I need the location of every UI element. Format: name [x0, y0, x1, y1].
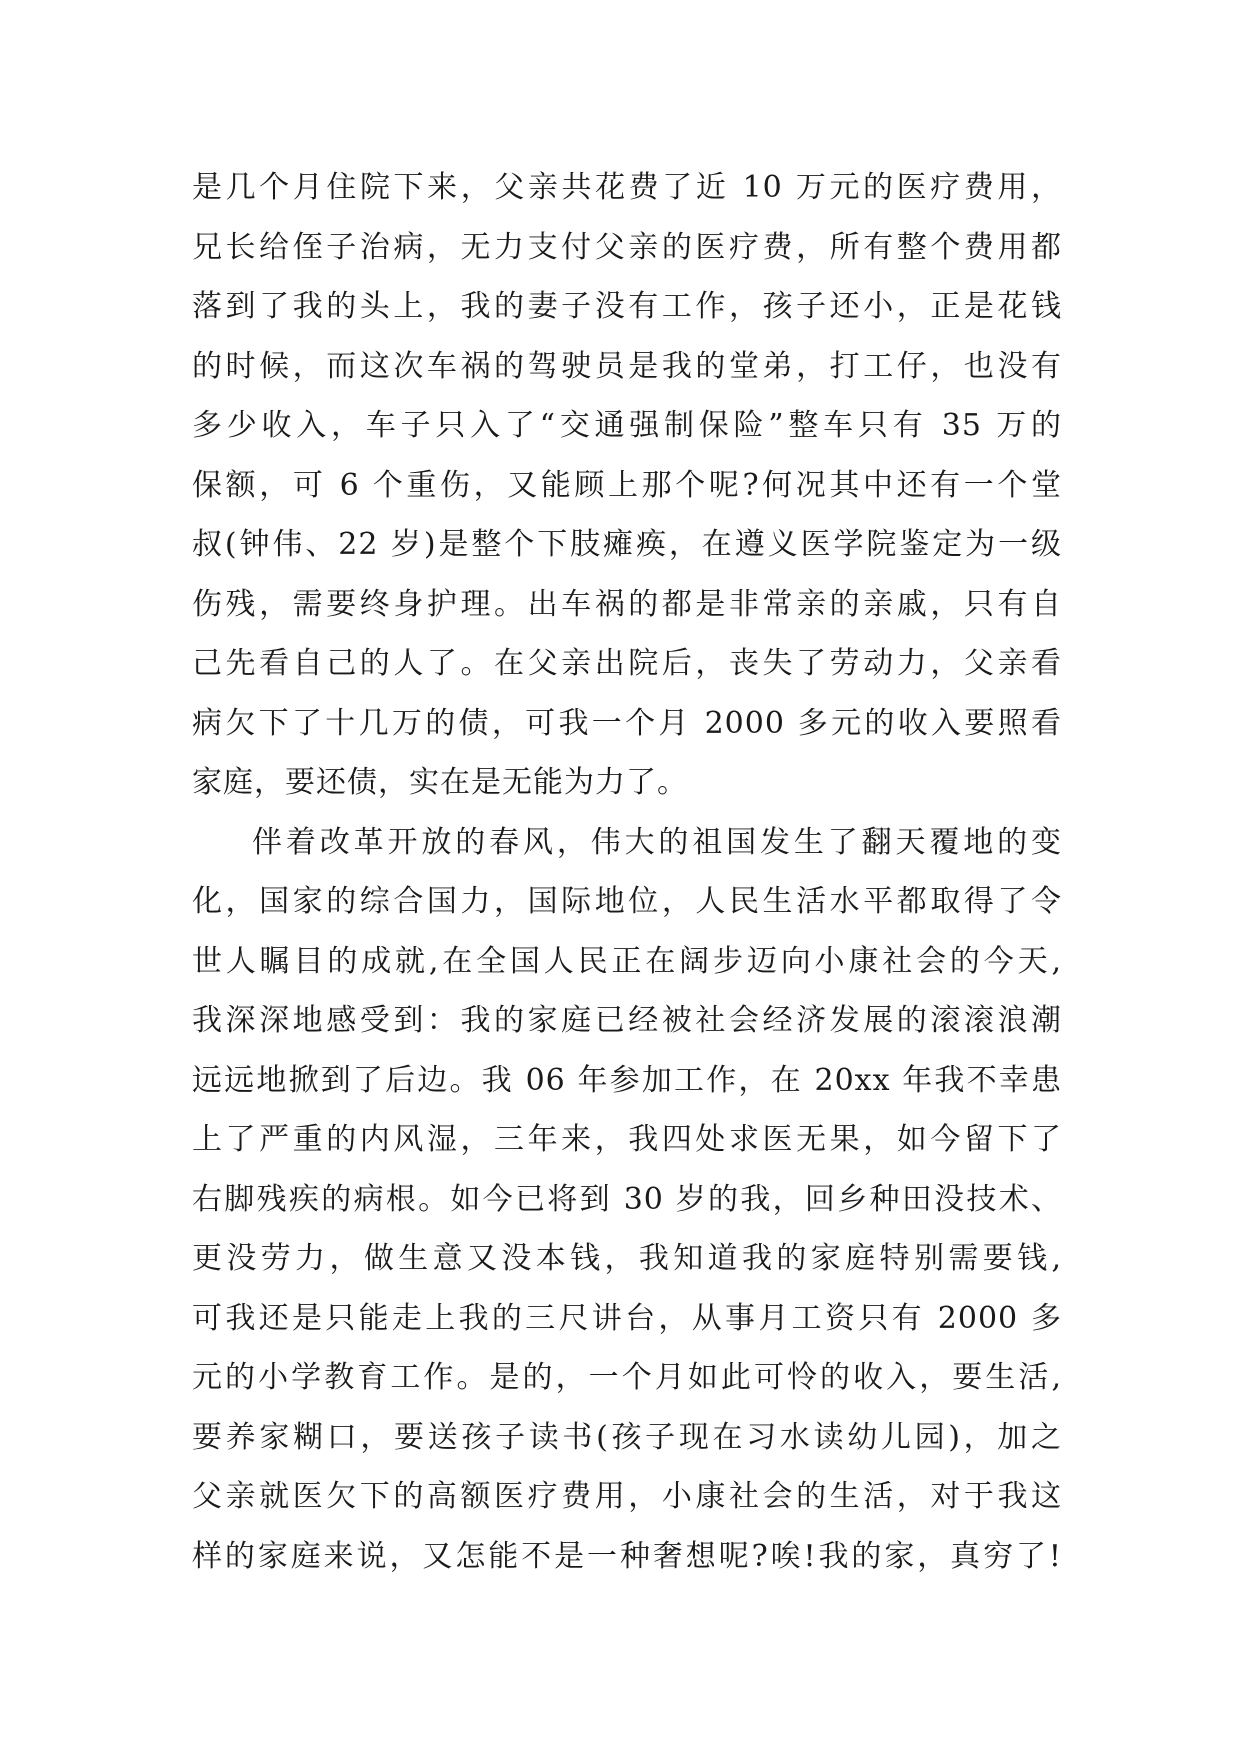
paragraph-line: 我深深地感受到：我的家庭已经被社会经济发展的滚滚浪潮 [192, 1003, 1062, 1038]
paragraph-line: 家庭，要还债，实在是无能为力了。 [192, 765, 688, 800]
paragraph-line: 病欠下了十几万的债，可我一个月 2000 多元的收入要照看 [192, 705, 1062, 741]
paragraph-2 [192, 813, 1062, 1587]
paragraph-line: 己先看自己的人了。在父亲出院后，丧失了劳动力，父亲看 [192, 646, 1062, 681]
paragraph-line: 多少收入，车子只入了“交通强制保险”整车只有 35 万的 [192, 408, 1062, 443]
paragraph-line: 伴着改革开放的春风，伟大的祖国发生了翻天覆地的变 [252, 824, 1062, 860]
paragraph-line: 元的小学教育工作。是的，一个月如此可怜的收入，要生活, [192, 1360, 1062, 1395]
paragraph-line: 叔(钟伟、22 岁)是整个下肢瘫痪，在遵义医学院鉴定为一级 [192, 527, 1062, 562]
paragraph-line: 保额，可 6 个重伤，又能顾上那个呢?何况其中还有一个堂 [192, 467, 1062, 503]
paragraph-line: 化，国家的综合国力，国际地位，人民生活水平都取得了令 [192, 884, 1062, 919]
paragraph-line: 样的家庭来说，又怎能不是一种奢想呢?唉!我的家，真穷了! [192, 1538, 1062, 1574]
paragraph-line: 要养家糊口，要送孩子读书(孩子现在习水读幼儿园)，加之 [192, 1419, 1062, 1455]
paragraph-line: 可我还是只能走上我的三尺讲台，从事月工资只有 2000 多 [192, 1300, 1062, 1336]
paragraph-line: 远远地掀到了后边。我 06 年参加工作，在 20xx 年我不幸患 [192, 1062, 1062, 1098]
paragraph-line: 的时候，而这次车祸的驾驶员是我的堂弟，打工仔，也没有 [192, 348, 1062, 384]
paragraph-line: 世人瞩目的成就,在全国人民正在阔步迈向小康社会的今天, [192, 943, 1062, 979]
paragraph-line: 伤残，需要终身护理。出车祸的都是非常亲的亲戚，只有自 [192, 586, 1062, 622]
paragraph-line: 上了严重的内风湿，三年来，我四处求医无果，如今留下了 [192, 1122, 1062, 1157]
document-body [192, 158, 1062, 1586]
paragraph-line: 右脚残疾的病根。如今已将到 30 岁的我，回乡种田没技术、 [192, 1181, 1062, 1217]
paragraph-line: 更没劳力，做生意又没本钱，我知道我的家庭特别需要钱, [192, 1241, 1062, 1276]
paragraph-line: 是几个月住院下来，父亲共花费了近 10 万元的医疗费用， [192, 170, 1062, 205]
paragraph-line: 父亲就医欠下的高额医疗费用，小康社会的生活，对于我这 [192, 1479, 1062, 1514]
paragraph-line: 兄长给侄子治病，无力支付父亲的医疗费，所有整个费用都 [192, 229, 1062, 265]
paragraph-1 [192, 158, 1062, 813]
paragraph-line: 落到了我的头上，我的妻子没有工作，孩子还小，正是花钱 [192, 289, 1062, 324]
